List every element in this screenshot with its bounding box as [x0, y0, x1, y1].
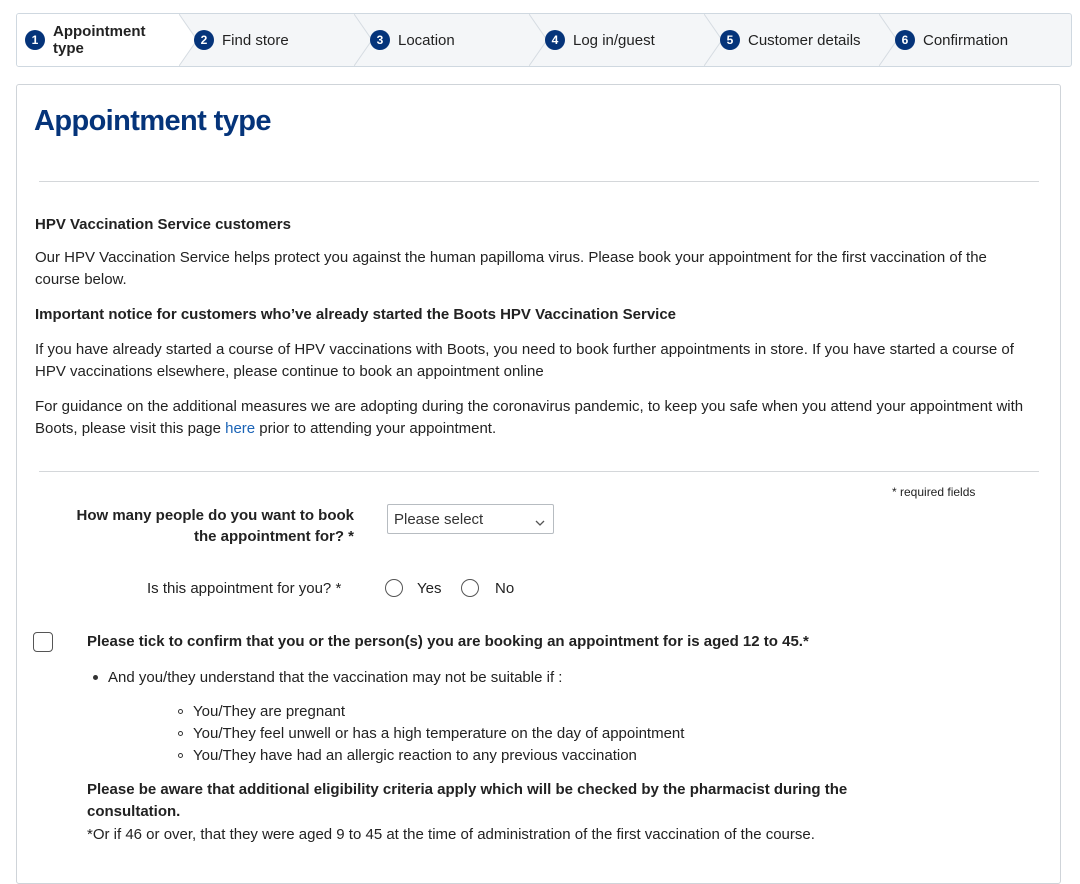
people-count-select-value: Please select [394, 510, 484, 528]
radio-no[interactable] [461, 579, 479, 597]
appointment-panel [16, 84, 1061, 884]
chevron-down-icon [535, 514, 545, 531]
guidance-text-before: For guidance on the additional measures we are adopting during the coronavirus pandemic, to keep you safe when you attend your appointment with Boots, please visit this page [35, 398, 1024, 437]
intro-text: Our HPV Vaccination Service helps protect you against the human papilloma virus. Please book your appointment for the first vaccination of the course below. [35, 249, 987, 288]
step-label: Find store [222, 31, 289, 49]
suitability-bullet: And you/they understand that the vaccination may not be suitable if : [108, 669, 563, 686]
bullet-dot [93, 675, 98, 680]
notice-heading: Important notice for customers who’ve already started the Boots HPV Vaccination Service [35, 306, 677, 323]
step-number: 5 [720, 30, 740, 50]
step-number: 3 [370, 30, 390, 50]
guidance-text-after: prior to attending your appointment. [255, 420, 497, 437]
page-title: Appointment type [34, 105, 271, 137]
step-login-guest[interactable] [545, 14, 655, 66]
step-label: Location [398, 31, 455, 49]
sub-bullet-circle [178, 731, 183, 736]
sub-bullet-pregnant: You/They are pregnant [193, 703, 346, 720]
age-footnote: *Or if 46 or over, that they were aged 9 to 45 at the time of administration of the first vaccination of the course. [87, 826, 815, 843]
sub-bullet-circle [178, 753, 183, 758]
sub-bullet-unwell: You/They feel unwell or has a high temperature on the day of appointment [193, 725, 685, 742]
step-label: Customer details [748, 31, 861, 49]
eligibility-line2: consultation. [87, 803, 181, 820]
form-divider [39, 471, 1039, 472]
people-count-select[interactable] [387, 504, 554, 534]
people-count-label-line2: the appointment for? * [194, 528, 354, 545]
guidance-here-link[interactable]: here [225, 420, 256, 437]
step-number: 6 [895, 30, 915, 50]
age-confirm-checkbox[interactable] [33, 632, 53, 652]
step-label: Log in/guest [573, 31, 655, 49]
radio-no-label[interactable]: No [495, 580, 515, 597]
guidance-text [35, 396, 1035, 440]
sub-bullet-allergic: You/They have had an allergic reaction to any previous vaccination [193, 747, 637, 764]
step-customer-details[interactable] [720, 14, 861, 66]
eligibility-line1: Please be aware that additional eligibility criteria apply which will be checked by the pharmacist during the [87, 781, 848, 798]
step-number: 1 [25, 30, 45, 50]
radio-yes[interactable] [385, 579, 403, 597]
required-fields-note: * required fields [892, 485, 976, 499]
step-appointment-type[interactable] [17, 14, 179, 66]
section-heading: HPV Vaccination Service customers [35, 216, 291, 233]
step-label: Appointment type [53, 23, 146, 57]
notice-text: If you have already started a course of HPV vaccinations with Boots, you need to book further appointments in store. If you have started a course of HPV vaccinations elsewhere, please continue to book an appointment online [35, 341, 1014, 380]
step-find-store[interactable] [194, 14, 289, 66]
step-number: 4 [545, 30, 565, 50]
sub-bullet-circle [178, 709, 183, 714]
progress-steps [16, 13, 1072, 67]
step-confirmation[interactable] [895, 14, 1008, 66]
for-you-label: Is this appointment for you? * [147, 580, 342, 597]
step-location[interactable] [370, 14, 455, 66]
age-confirm-label[interactable]: Please tick to confirm that you or the person(s) you are booking an appointment for is aged 12 to 45.* [87, 633, 809, 650]
people-count-label-line1: How many people do you want to book [76, 507, 354, 524]
step-label: Confirmation [923, 31, 1009, 49]
people-count-label [57, 505, 354, 547]
radio-yes-label[interactable]: Yes [417, 580, 442, 597]
step-number: 2 [194, 30, 214, 50]
section-divider [39, 181, 1039, 182]
